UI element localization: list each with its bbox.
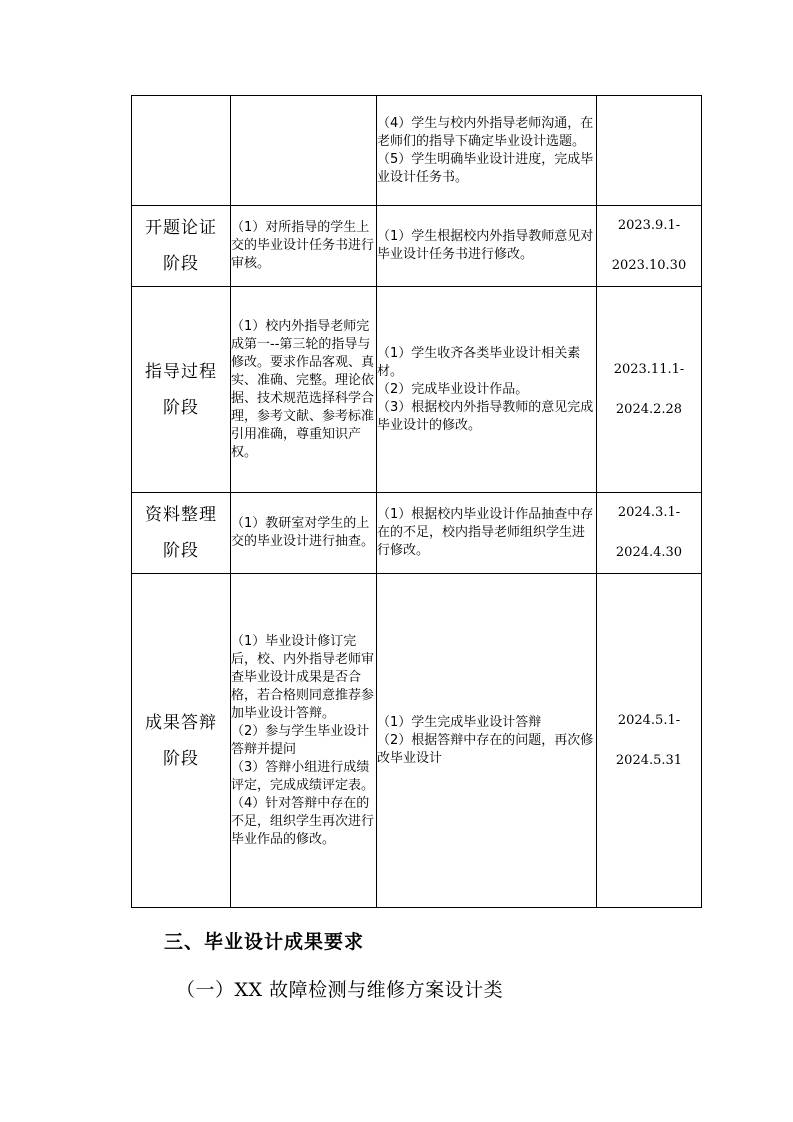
stage-name: 指导过程 (145, 361, 217, 382)
teacher-task-item: （1）教研室对学生的上交的毕业设计进行抽查。 (231, 516, 375, 549)
stage-cell (132, 287, 231, 493)
stage-cell (132, 206, 231, 287)
section-heading: 三、毕业设计成果要求 (164, 931, 365, 953)
date-start: 2023.11.1- (613, 361, 685, 377)
stage-cell (132, 574, 231, 908)
table-row (132, 574, 702, 908)
table-row (132, 96, 702, 206)
teacher-task-cell (231, 574, 377, 908)
subsection-heading: （一）XX 故障检测与维修方案设计类 (176, 979, 504, 1001)
teacher-task-cell (231, 493, 377, 574)
teacher-task-item: （3）答辩小组进行成绩评定，完成成绩评定表。 (231, 759, 375, 793)
student-task-item: （1）根据校内毕业设计作品抽查中存在的不足，校内指导老师组织学生进行修改。 (377, 507, 594, 558)
stage-name: 开题论证 (145, 218, 217, 238)
student-task-item: （4）学生与校内外指导老师沟通，在老师们的指导下确定毕业设计选题。 (377, 115, 594, 149)
student-task-item: （1）学生根据校内外指导教师意见对毕业设计任务书进行修改。 (377, 229, 594, 262)
table-row (132, 287, 702, 493)
student-task-item: （5）学生明确毕业设计进度，完成毕业设计任务书。 (377, 151, 594, 185)
table-row (132, 493, 702, 574)
date-end: 2024.4.30 (615, 545, 683, 560)
teacher-task-item: （2）参与学生毕业设计答辩并提问 (231, 723, 370, 757)
stage-suffix: 阶段 (163, 541, 199, 561)
teacher-task-item: （4）针对答辩中存在的不足，组织学生再次进行毕业作品的修改。 (231, 795, 375, 847)
date-cell (597, 96, 702, 206)
student-task-item: （2）根据答辩中存在的问题，再次修改毕业设计 (377, 732, 594, 766)
date-cell (597, 206, 702, 287)
stage-name: 资料整理 (145, 505, 217, 525)
teacher-task-cell (231, 287, 377, 493)
teacher-task-cell (231, 96, 377, 206)
date-start: 2024.3.1- (617, 505, 681, 520)
student-task-cell (377, 96, 597, 206)
stage-suffix: 阶段 (163, 254, 199, 274)
table-row (132, 206, 702, 287)
student-task-item: （1）学生完成毕业设计答辩 (377, 714, 542, 730)
stage-suffix: 阶段 (163, 397, 199, 418)
schedule-table (131, 95, 702, 908)
date-cell (597, 287, 702, 493)
date-start: 2024.5.1- (617, 712, 681, 728)
student-task-cell (377, 493, 597, 574)
date-end: 2024.5.31 (615, 752, 683, 768)
stage-cell (132, 493, 231, 574)
teacher-task-item: （1）毕业设计修订完后，校、内外指导老师审查毕业设计成果是否合格，若合格则同意推荐参加毕业设计答辩。 (231, 633, 375, 721)
stage-suffix: 阶段 (163, 748, 199, 769)
student-task-item: （3）根据校内外指导教师的意见完成毕业设计的修改。 (377, 399, 594, 433)
teacher-task-item: （1）对所指导的学生上交的毕业设计任务书进行审核。 (231, 220, 375, 271)
student-task-item: （1）学生收齐各类毕业设计相关素材。 (377, 345, 581, 379)
student-task-item: （2）完成毕业设计作品。 (377, 381, 529, 397)
teacher-task-cell (231, 206, 377, 287)
student-task-cell (377, 574, 597, 908)
teacher-task-item: （1）校内外指导老师完成第一--第三轮的指导与修改。要求作品客观、真实、准确、完整。理论依据、技术规范选择科学合理，参考文献、参考标准引用准确，尊重知识产权。 (231, 318, 375, 460)
date-end: 2023.10.30 (611, 258, 687, 273)
date-cell (597, 493, 702, 574)
date-cell (597, 574, 702, 908)
student-task-cell (377, 287, 597, 493)
stage-name: 成果答辩 (145, 712, 217, 733)
student-task-cell (377, 206, 597, 287)
date-end: 2024.2.28 (615, 401, 683, 417)
date-start: 2023.9.1- (617, 218, 681, 233)
stage-cell (132, 96, 231, 206)
